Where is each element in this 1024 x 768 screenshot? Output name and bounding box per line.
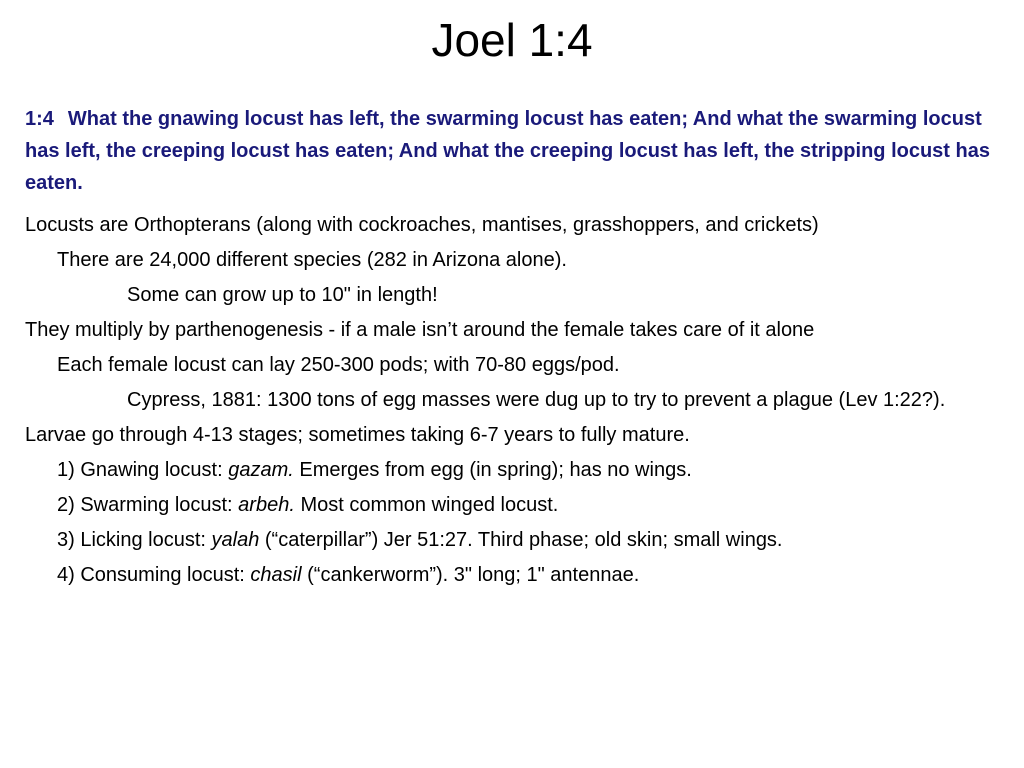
- note-parthenogenesis: They multiply by parthenogenesis - if a male isn’t around the female takes care of it alone: [25, 319, 815, 341]
- note-cypress: Cypress, 1881: 1300 tons of egg masses were dug up to try to prevent a plague (Lev 1:22?).: [127, 389, 946, 411]
- stage-consuming: [25, 563, 1000, 587]
- stage-description: (“cankerworm”). 3" long; 1" antennae.: [301, 564, 640, 586]
- note-orthopterans: Locusts are Orthopterans (along with cockroaches, mantises, grasshoppers, and crickets): [25, 214, 819, 236]
- stage-licking: [25, 528, 1000, 552]
- verse-body: What the gnawing locust has left, the swarming locust has eaten; And what the swarming locust has left, the creeping locust has eaten; And what the creeping locust has left, the stripping locust has eaten.: [25, 108, 990, 194]
- verse-text: [25, 103, 1000, 199]
- stage-term: arbeh.: [238, 494, 295, 516]
- note-pods: Each female locust can lay 250-300 pods; with 70-80 eggs/pod.: [57, 354, 620, 376]
- stage-swarming: [25, 493, 1000, 517]
- note-larvae: Larvae go through 4-13 stages; sometimes taking 6-7 years to fully mature.: [25, 424, 690, 446]
- notes-list: [25, 213, 1000, 598]
- stage-label: 4) Consuming locust:: [57, 564, 251, 586]
- stage-term: gazam.: [228, 459, 294, 481]
- stage-description: Most common winged locust.: [294, 494, 559, 516]
- stage-gnawing: [25, 458, 1000, 482]
- stage-label: 2) Swarming locust:: [57, 494, 239, 516]
- stage-description: (“caterpillar”) Jer 51:27. Third phase; old skin; small wings.: [259, 529, 783, 551]
- stage-label: 1) Gnawing locust:: [57, 459, 229, 481]
- stage-description: Emerges from egg (in spring); has no wings.: [293, 459, 692, 481]
- stage-term: chasil: [250, 564, 302, 586]
- stage-label: 3) Licking locust:: [57, 529, 212, 551]
- slide-title: Joel 1:4: [431, 14, 593, 66]
- note-length: Some can grow up to 10" in length!: [127, 284, 438, 306]
- stage-term: yalah: [211, 529, 260, 551]
- verse-reference: 1:4: [25, 108, 54, 130]
- note-species: There are 24,000 different species (282 in Arizona alone).: [57, 249, 567, 271]
